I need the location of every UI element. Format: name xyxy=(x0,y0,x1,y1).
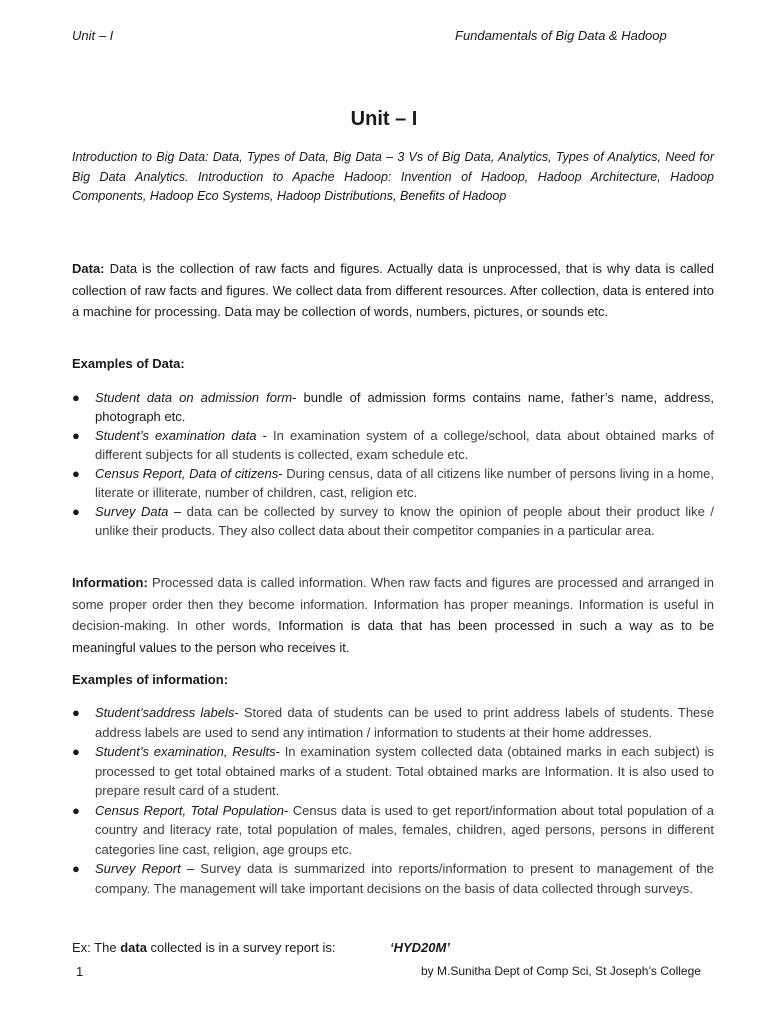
bullet-icon: ● xyxy=(72,504,80,519)
bullet-icon: ● xyxy=(72,861,80,876)
list-item: ● Survey Report – Survey data is summarized into reports/information to present to management of the company. The management will take important decisions on the basis of data collected through surveys. xyxy=(72,861,715,896)
data-definition-paragraph xyxy=(72,258,714,323)
item-text: In examination system of a college/school, data about obtained marks of different subjects for all students is collected, exam schedule etc. xyxy=(95,428,715,462)
unit-syllabus-intro: Introduction to Big Data: Data, Types of Data, Big Data – 3 Vs of Big Data, Analytics, Types of Analytics, Need for Big Data Analytics. Introduction to Apache Hadoop: Invention of Hadoop, Hadoop Architecture, Hadoop Components, Hadoop Eco Systems, Hadoop Distributions, Benefits of Hadoop xyxy=(72,150,714,203)
example-line: Ex: The data collected is in a survey report is: ‘HYD20M’ xyxy=(72,940,450,955)
item-text: bundle of admission forms contains name, father’s name, address, photograph etc. xyxy=(95,390,714,424)
list-item: ● Student data on admission form- bundle of admission forms contains name, father’s name, address, photograph etc. xyxy=(72,390,714,424)
bullet-icon: ● xyxy=(72,744,80,759)
bullet-icon: ● xyxy=(72,390,80,405)
examples-of-information-heading: Examples of information: xyxy=(72,672,229,687)
example-code: ‘HYD20M’ xyxy=(390,940,450,955)
item-text: In examination system collected data (obtained marks in each subject) is processed to get total obtained marks of a student. Total obtained marks are Information. It is also used to prepare result card of a student. xyxy=(95,744,714,798)
item-term: Census Report, Total Population xyxy=(95,802,285,818)
bullet-icon: ● xyxy=(72,705,80,720)
header-left: Unit – I xyxy=(72,28,114,43)
data-label: Data: xyxy=(72,261,105,276)
information-definition-text: Processed data is called information. When raw facts and figures are processed and arranged in some proper order then they become information. Information has proper meanings. Information is useful in decision-making. In other words, xyxy=(72,575,714,633)
page-title: Unit – I xyxy=(350,108,418,130)
information-label: Information: xyxy=(72,575,148,590)
item-term: Census Report, Data of citizens xyxy=(95,466,279,481)
examples-of-data-list xyxy=(72,388,714,540)
information-definition-paragraph xyxy=(72,572,714,658)
bullet-icon: ● xyxy=(72,802,80,818)
item-text: Census data is used to get report/information about total population of a country and literacy rate, total population of males, females, children, aged persons, persons in different categories line cast, religion, age groups etc. xyxy=(95,802,714,857)
item-text: data can be collected by survey to know the opinion of people about their product like / unlike their products. They also collect data about their competitor companies in a particular area. xyxy=(95,504,714,538)
information-definition-emphasis: Information is data that has been processed in such a way as to be meaningful values to the person who receives it. xyxy=(72,618,714,655)
item-term: Student’s examination data xyxy=(95,428,257,443)
item-text: Survey data is summarized into reports/information to present to management of the company. The management will take important decisions on the basis of data collected through surveys. xyxy=(95,861,715,896)
examples-of-information-list xyxy=(72,703,714,898)
examples-of-data-heading: Examples of Data: xyxy=(72,356,185,371)
data-definition-text: Data is the collection of raw facts and figures. Actually data is unprocessed, that is why data is called collection of raw facts and figures. We collect data from different resources. After collection, data is entered into a machine for processing. Data may be collection of words, numbers, pictures, or sounds etc. xyxy=(72,261,714,319)
bullet-icon: ● xyxy=(72,466,80,481)
header-right: Fundamentals of Big Data & Hadoop xyxy=(455,28,667,43)
item-text: During census, data of all citizens like number of persons living in a home, literate or illiterate, number of children, cast, religion etc. xyxy=(95,466,714,500)
item-term: Survey Data xyxy=(95,504,169,519)
item-term: Student’saddress labels xyxy=(95,705,235,720)
footer-credit: by M.Sunitha Dept of Comp Sci, St Joseph’s College xyxy=(421,964,701,978)
item-text: Stored data of students can be used to print address labels of students. These address labels are used to send any intimation / information to students at their home addresses. xyxy=(95,705,715,740)
item-term: Student data on admission form xyxy=(95,390,293,405)
list-item: ● Student’s examination, Results- In examination system collected data (obtained marks in each subject) is processed to get total obtained marks of a student. Total obtained marks are Information. It is also used to prepare result card of a student. xyxy=(72,744,714,798)
page-number: 1 xyxy=(76,964,84,979)
list-item: ● Census Report, Data of citizens- During census, data of all citizens like number of persons living in a home, literate or illiterate, number of children, cast, religion etc. xyxy=(72,466,714,500)
list-item: ● Student’saddress labels- Stored data of students can be used to print address labels of students. These address labels are used to send any intimation / information to students at their home addresses. xyxy=(72,705,715,740)
list-item: ● Student’s examination data - In examination system of a college/school, data about obtained marks of different subjects for all students is collected, exam schedule etc. xyxy=(72,428,715,462)
bullet-icon: ● xyxy=(72,428,80,443)
list-item: ● Survey Data – data can be collected by survey to know the opinion of people about their product like / unlike their products. They also collect data about their competitor companies in a particular area. xyxy=(72,504,714,538)
list-item: ● Census Report, Total Population- Census data is used to get report/information about total population of a country and literacy rate, total population of males, females, children, aged persons, persons in different categories line cast, religion, age groups etc. xyxy=(72,802,714,857)
item-term: Survey Report xyxy=(95,861,181,876)
item-term: Student’s examination, Results xyxy=(95,744,276,759)
